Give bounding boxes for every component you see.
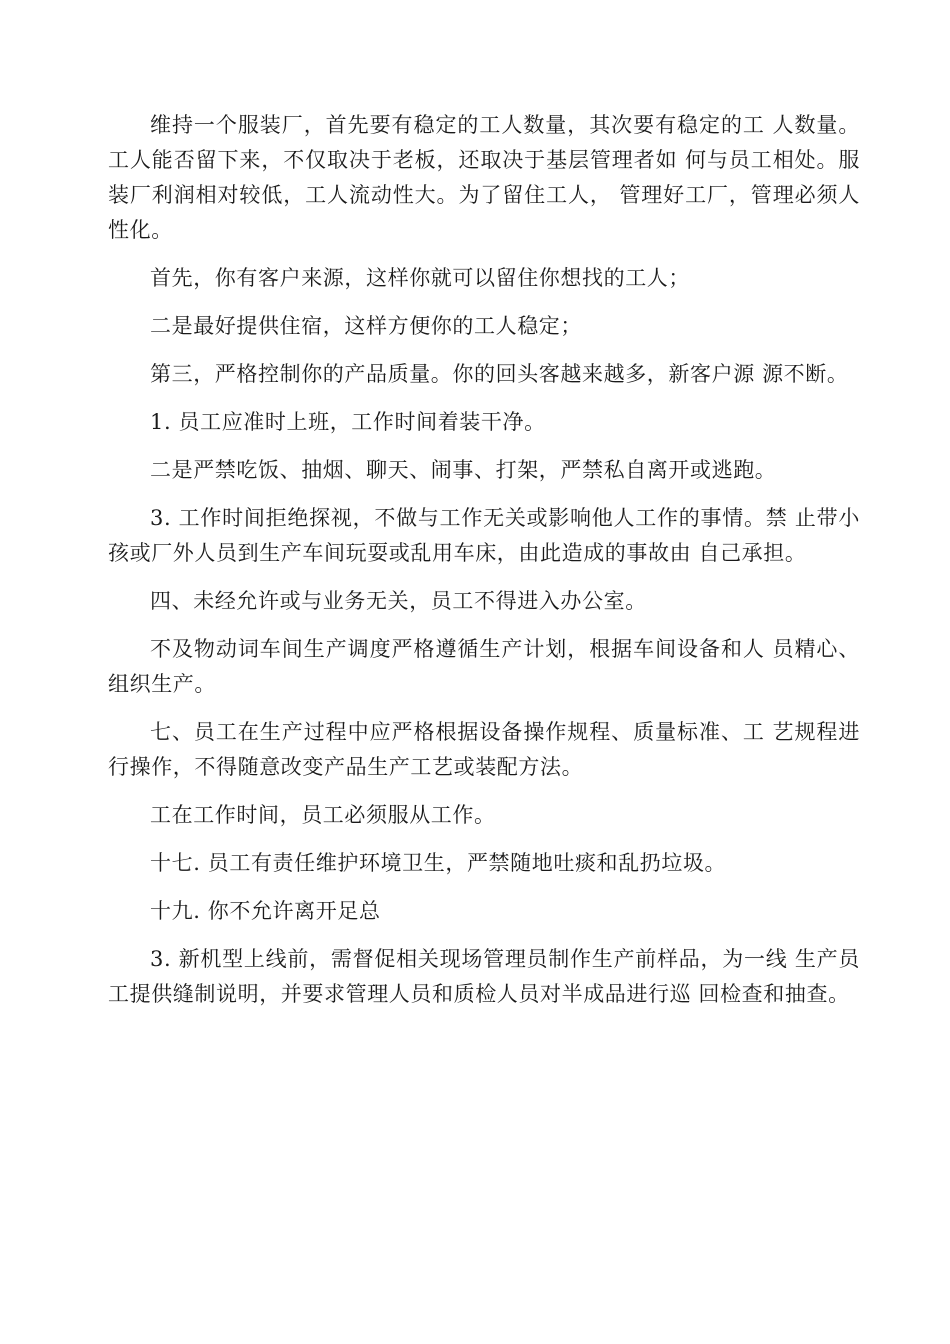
document-body	[108, 108, 860, 1025]
paragraph-11: 工在工作时间，员工必须服从工作。	[150, 803, 496, 827]
paragraph-7: 3. 工作时间拒绝探视，不做与工作无关或影响他人工作的事情。禁 止带小孩或厂外人员到生产车间玩耍或乱用车床，由此造成的事故由 自己承担。	[108, 506, 860, 565]
paragraph-14: 3. 新机型上线前，需督促相关现场管理员制作生产前样品，为一线 生产员工提供缝制说明，并要求管理人员和质检人员对半成品进行巡 回检查和抽查。	[108, 947, 860, 1006]
paragraph-10: 七、员工在生产过程中应严格根据设备操作规程、质量标准、工 艺规程进行操作，不得随意改变产品生产工艺或装配方法。	[108, 720, 860, 779]
paragraph-6: 二是严禁吃饭、抽烟、聊天、闹事、打架，严禁私自离开或逃跑。	[150, 458, 777, 482]
paragraph-8: 四、未经允许或与业务无关，员工不得进入办公室。	[150, 589, 647, 613]
paragraph-9: 不及物动词车间生产调度严格遵循生产计划，根据车间设备和人 员精心、组织生产。	[108, 637, 860, 696]
paragraph-13: 十九. 你不允许离开足总	[150, 899, 381, 923]
paragraph-12: 十七. 员工有责任维护环境卫生，严禁随地吐痰和乱扔垃圾。	[150, 851, 727, 875]
paragraph-4: 第三，严格控制你的产品质量。你的回头客越来越多，新客户源 源不断。	[150, 362, 849, 386]
paragraph-1: 维持一个服装厂，首先要有稳定的工人数量，其次要有稳定的工 人数量。工人能否留下来，不仅取决于老板，还取决于基层管理者如 何与员工相处。服装厂利润相对较低，工人流动性大。为了留住工人， 管理好工厂，管理必须人性化。	[108, 113, 860, 242]
paragraph-2: 首先，你有客户来源，这样你就可以留住你想找的工人；	[150, 266, 690, 290]
paragraph-5: 1. 员工应准时上班，工作时间着装干净。	[150, 410, 546, 434]
paragraph-3: 二是最好提供住宿，这样方便你的工人稳定；	[150, 314, 582, 338]
